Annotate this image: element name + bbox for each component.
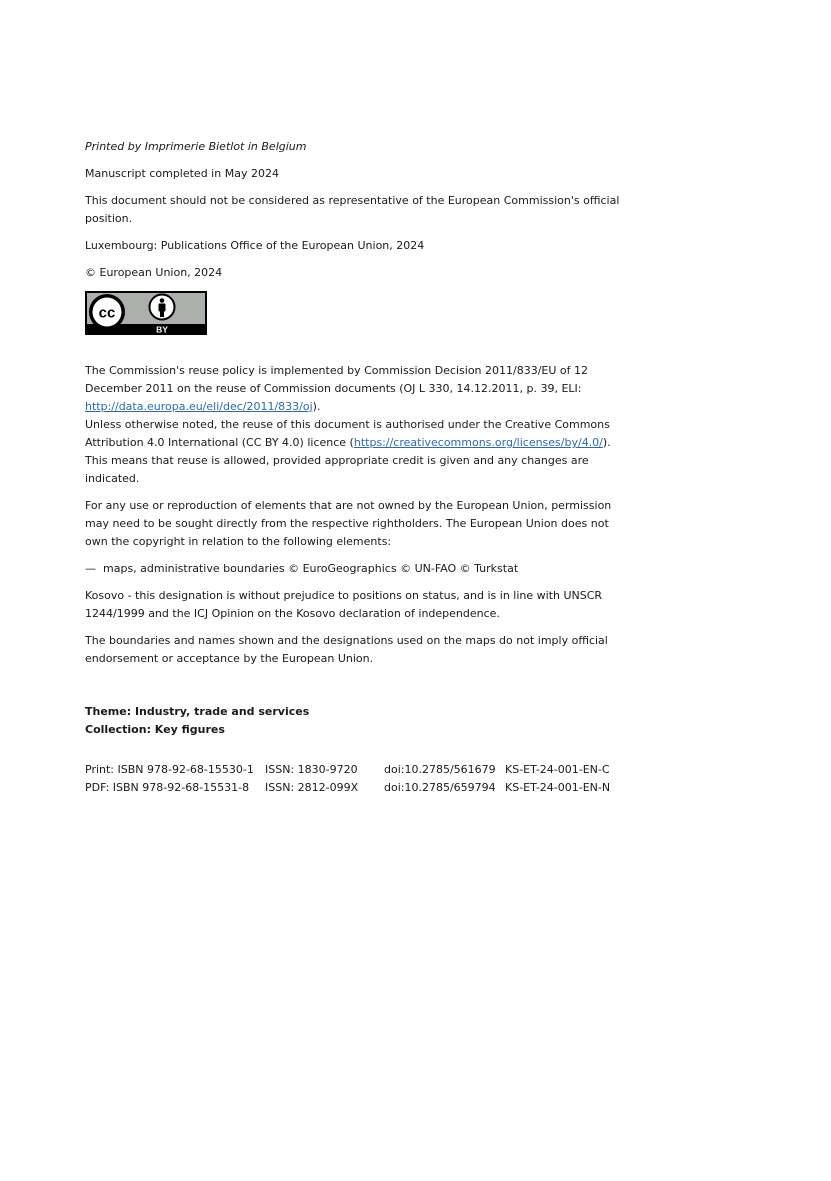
doi-print: doi:10.2785/561679 [384,763,496,776]
catalogue-print: KS-ET-24-001-EN-C [505,763,610,776]
publisher: Luxembourg: Publications Office of the European Union, 2024 [85,239,425,252]
disclaimer: This document should not be considered as representative of the European Commission's official position. [85,194,620,225]
collection-label: Collection: Key figures [85,723,225,736]
isbn-print: Print: ISBN 978-92-68-15530-1 [85,763,254,776]
cc-by-licence-badge [85,291,207,335]
manuscript-date: Manuscript completed in May 2024 [85,167,279,180]
copyright: © European Union, 2024 [85,266,223,279]
issn-pdf: ISSN: 2812-099X [265,781,359,794]
identifiers-row-pdf [85,779,630,797]
issn-print: ISSN: 1830-9720 [265,763,358,776]
identifiers-table [85,761,630,797]
licence-note-text: Unless otherwise noted, the reuse of this document is authorised under the Creative Commons Attribution 4.0 International (CC BY 4.0) licence ( [85,418,610,449]
list-item [85,560,630,578]
printed-by: Printed by Imprimerie Bietlot in Belgium [85,140,307,153]
reuse-block [85,362,630,488]
cc-licence-link[interactable]: https://creativecommons.org/licenses/by/4.0/ [353,436,603,449]
third-party-notice: For any use or reproduction of elements that are not owned by the European Union, permission may need to be sought directly from the respective rightholders. The European Union does not own the copyright in relation to the following elements: [85,499,612,548]
list-bullet: — [85,562,96,575]
doi-pdf: doi:10.2785/659794 [384,781,496,794]
by-label: BY [156,324,168,335]
boundaries-note: The boundaries and names shown and the designations used on the maps do not imply official endorsement or acceptance by the European Union. [85,634,608,665]
reuse-policy-text-end: ). [312,400,321,413]
licence-note [85,416,630,488]
isbn-pdf: PDF: ISBN 978-92-68-15531-8 [85,781,250,794]
cc-icon [89,294,125,330]
identifiers-row-print [85,761,630,779]
imprint-content [85,138,630,797]
list-item-text: maps, administrative boundaries © EuroGeographics © UN-FAO © Turkstat [103,562,519,575]
eli-link[interactable]: http://data.europa.eu/eli/dec/2011/833/oj [85,400,313,413]
attribution-person-icon [150,295,175,320]
cc-icon-text: cc [98,304,116,322]
reuse-policy [85,362,630,416]
theme-label: Theme: Industry, trade and services [85,705,310,718]
kosovo-note: Kosovo - this designation is without prejudice to positions on status, and is in line with UNSCR 1244/1999 and the ICJ Opinion on the Kosovo declaration of independence. [85,589,603,620]
theme-collection [85,703,630,739]
catalogue-pdf: KS-ET-24-001-EN-N [505,781,611,794]
licence-note-text-end: ). This means that reuse is allowed, provided appropriate credit is given and any changes are indicated. [85,436,611,485]
reuse-policy-text: The Commission's reuse policy is implemented by Commission Decision 2011/833/EU of 12 December 2011 on the reuse of Commission documents (OJ L 330, 14.12.2011, p. 39, ELI: [85,364,589,395]
